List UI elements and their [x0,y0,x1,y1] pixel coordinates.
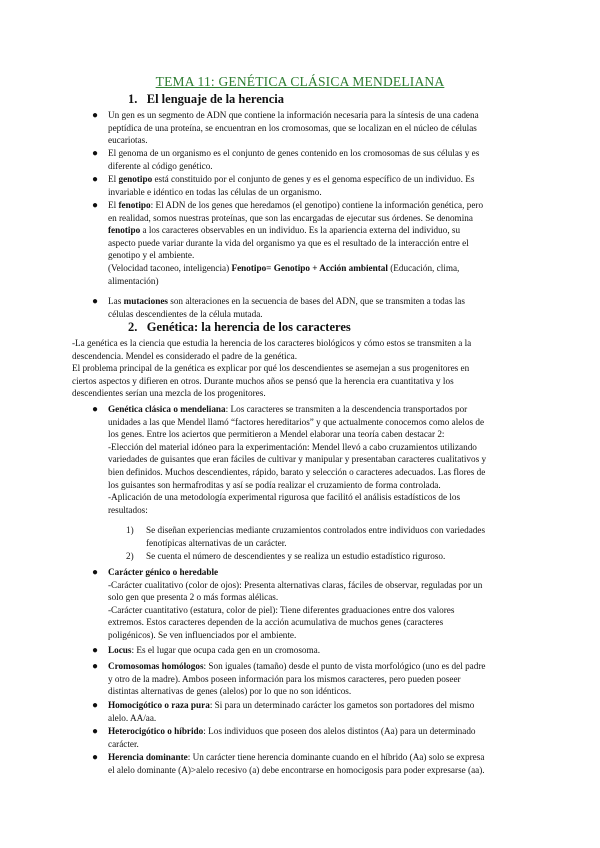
list-item: Heterocigótico o híbrido: Los individuos que poseen dos alelos distintos (Aa) para un determinado carácter. [108,726,476,749]
section-number: 1. [128,92,138,106]
section-title: El lenguaje de la herencia [146,92,285,106]
bullet-icon: ● [92,752,99,763]
section-number: 2. [128,320,138,334]
list-item: Cromosomas homólogos: Son iguales (tamaño) desde el punto de vista morfológico (uno es del padre y otro de la madre). Ambos poseen información para los mismos caracteres, pero pueden poseer distintas alternativas de genes (alelos) por lo que no son idénticos. [108,661,486,697]
bullet-icon: ● [92,110,99,121]
term-cromosomas: Cromosomas homólogos [108,661,204,671]
bullet-icon: ● [92,567,99,578]
numbered-item: Se cuenta el número de descendientes y se realiza un estudio estadístico riguroso. [146,551,446,561]
bullet-icon: ● [92,148,99,159]
section-2-heading [128,320,351,335]
list-item: El genotipo está constituido por el conjunto de genes y es el genoma específico de un individuo. Es invariable e idéntico en todas las células de un organismo. [108,174,475,197]
list-item: Genética clásica o mendeliana: Los caracteres se transmiten a la descendencia transportados por unidades a las que Mendel llamó “factores hereditarios” y que actualmente conocemos como alelos de los genes. Entre los aciertos que permitieron a Mendel elaborar una teoría caben destacar 2: -Elección del material idóneo para la experimentación: Mendel llevó a cabo cruzamientos utilizando variedades de guisantes que eran fáciles de cultivar y manipular y presentaban caracteres cualitativos y bien definidos. Muchos descendientes, rápido, barato y selección o caracteres adecuados. Las flores de los guisantes son hermafroditas y así se podía realizar el cruzamiento de forma controlada. -Aplicación de una metodología experimental rigurosa que facilitó el análisis estadísticos de los resultados: [108,404,487,515]
bullet-icon: ● [92,174,99,185]
bullet-icon: ● [92,296,99,307]
number-label: 2) [126,551,134,561]
list-item: Un gen es un segmento de ADN que contiene la información necesaria para la síntesis de una cadena peptídica de una proteína, se encuentran en los cromosomas, que se localizan en el núcleo de células eucariotas. [108,110,479,146]
bullet-icon: ● [92,404,99,415]
term-caracter: Carácter génico o heredable [108,567,219,577]
term-fenotipo: fenotipo [118,200,151,210]
section-title: Genética: la herencia de los caracteres [146,320,351,334]
term-locus: Locus [108,645,132,655]
list-item: Carácter génico o heredable -Carácter cualitativo (color de ojos): Presenta alternativas claras, fáciles de observar, reguladas por un solo gen que presenta 2 o más formas alélicas. -Carácter cuantitativo (estatura, color de piel): Tiene diferentes graduaciones entre dos valores extremos. Estos caracteres dependen de la acción acumulativa de muchos genes (caracteres poligénicos). Se ven influenciados por el ambiente. [108,567,483,640]
list-item: Locus: Es el lugar que ocupa cada gen en un cromosoma. [108,645,321,655]
bullet-icon: ● [92,661,99,672]
numbered-item: Se diseñan experiencias mediante cruzamientos controlados entre individuos con variedades fenotípicas alternativas de un carácter. [146,525,486,548]
list-item: El genoma de un organismo es el conjunto de genes contenido en los cromosomas de sus células y es diferente al código genético. [108,148,480,171]
bullet-icon: ● [92,200,99,211]
term-heterocigotico: Heterocigótico o híbrido [108,726,204,736]
section-1-heading [128,92,284,107]
list-item: Las mutaciones son alteraciones en la secuencia de bases del ADN, que se transmiten a todas las células descendientes de la célula mutada. [108,296,465,319]
term-herencia-dominante: Herencia dominante [108,752,188,762]
term-mutaciones: mutaciones [123,296,168,306]
list-item: Herencia dominante: Un carácter tiene herencia dominante cuando en el híbrido (Aa) solo se expresa el alelo dominante (A)>alelo recesivo (a) debe encontrarse en homocigosis para poder expresarse (aa). [108,752,485,775]
intro-paragraph: -La genética es la ciencia que estudia la herencia de los caracteres biológicos y cómo estos se transmiten a la descendencia. Mendel es considerado el padre de la genética. El problema principal de la genética es explicar por qué los descendientes se asemejan a sus progenitores en ciertos aspectos y difieren en otros. Durante muchos años se pensó que la herencia era cuantitativa y los descendientes serían una mezcla de los progenitores. [72,338,472,399]
bullet-icon: ● [92,726,99,737]
list-item: El fenotipo: El ADN de los genes que heredamos (el genotipo) contiene la información genética, pero en realidad, somos nuestras proteínas, que son las encargadas de ejecutar sus órdenes. Se denomina fenotipo a los caracteres observables en un individuo. Es la apariencia externa del individuo, su aspecto puede variar durante la vida del organismo ya que es el resultado de la interacción entre el genotipo y el ambiente. (Velocidad taconeo, inteligencia) Fenotipo= Genotipo + Acción ambiental (Educación, clima, alimentación) [108,200,484,286]
document-title: TEMA 11: GENÉTICA CLÁSICA MENDELIANA [155,74,445,89]
term-genotipo: genotipo [118,174,153,184]
term-mendel: Genética clásica o mendeliana [108,404,226,414]
term-homocigotico: Homocigótico o raza pura [108,700,210,710]
list-item: Homocigótico o raza pura: Si para un determinado carácter los gametos son portadores del mismo alelo. AA/aa. [108,700,475,723]
bullet-icon: ● [92,645,99,656]
number-label: 1) [126,525,134,535]
bullet-icon: ● [92,700,99,711]
formula: Fenotipo= Genotipo + Acción ambiental [231,262,388,273]
